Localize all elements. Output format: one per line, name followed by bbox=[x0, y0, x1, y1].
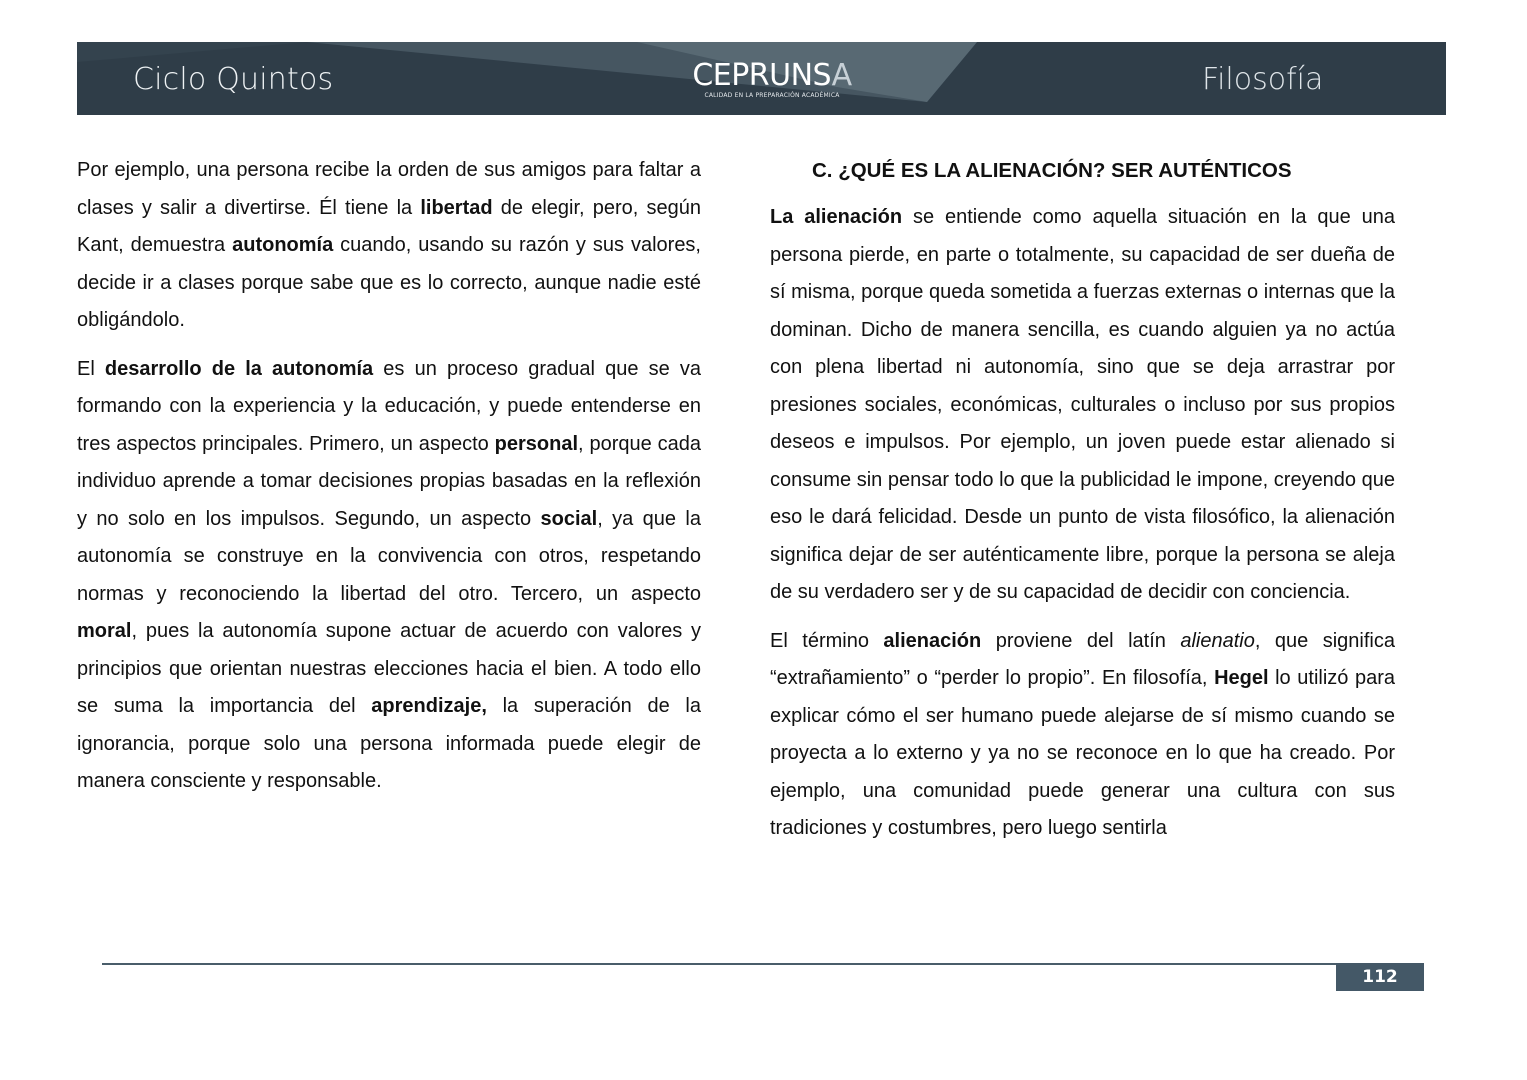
text-run: se entiende como aquella situación en la que una persona pierde, en parte o totalmente, su capacidad de ser dueña de sí misma, porque queda sometida a fuerzas externas o internas que la dominan. Dicho de manera sencilla, es cuando alguien ya no actúa con plena libertad ni autonomía, sino que se deja arrastrar por presiones sociales, económicas, culturales o incluso por sus propios deseos e impulsos. Por ejemplo, un joven puede estar alienado si consume sin pensar todo lo que la publicidad le impone, creyendo que eso le dará felicidad. Desde un punto de vista filosófico, la alienación significa dejar de ser auténticamente libre, porque la persona se aleja de su verdadero ser y de su capacidad de decidir con conciencia. bbox=[770, 206, 1395, 603]
bold-term: La alienación bbox=[770, 206, 903, 228]
text-run: El término bbox=[770, 629, 884, 652]
text-run: la superación de la ignorancia, porque solo una persona informada puede elegir de manera consciente y responsable. bbox=[77, 695, 701, 792]
paragraph bbox=[770, 199, 1395, 612]
text-run: de elegir, pero, según Kant, demuestra bbox=[77, 196, 702, 256]
page-number-badge: 112 bbox=[1336, 963, 1424, 991]
text-run: Por ejemplo, una persona recibe la orden de sus amigos para faltar a clases y salir a divertirse. Él tiene la bbox=[77, 159, 701, 219]
text-run: , ya que la autonomía se construye en la convivencia con otros, respetando normas y reconociendo la libertad del otro. Tercero, un aspecto bbox=[77, 507, 701, 605]
bold-term: desarrollo de la autonomía bbox=[104, 357, 374, 380]
logo-name: CEPRUNSA bbox=[692, 58, 852, 93]
text-run: cuando, usando su razón y sus valores, decide ir a clases porque sabe que es lo correcto, aunque nadie esté obligándolo. bbox=[77, 234, 701, 331]
subject-title: Filosofía bbox=[1202, 62, 1324, 97]
footer-divider bbox=[102, 963, 1336, 965]
bold-term: social bbox=[540, 507, 598, 530]
bold-term: aprendizaje, bbox=[371, 695, 487, 717]
italic-term: alienatio bbox=[1180, 629, 1255, 652]
right-column bbox=[770, 152, 1395, 859]
bold-term: personal bbox=[494, 432, 579, 455]
text-run: , porque cada individuo aprende a tomar decisiones propias basadas en la reflexión y no solo en los impulsos. Segundo, un aspecto bbox=[77, 432, 701, 530]
cycle-title: Ciclo Quintos bbox=[133, 62, 334, 97]
bold-term: moral bbox=[77, 620, 132, 642]
text-run: lo utilizó para explicar cómo el ser humano puede alejarse de sí mismo cuando se proyecta a lo externo y ya no se reconoce en lo que ha creado. Por ejemplo, una comunidad puede generar una cultura con sus tradiciones y costumbres, pero luego sentirla bbox=[770, 667, 1396, 839]
left-column bbox=[77, 152, 701, 812]
bold-term: libertad bbox=[420, 196, 493, 219]
text-run: es un proceso gradual que se va formando con la experiencia y la educación, y puede entenderse en tres aspectos principales. Primero, un aspecto bbox=[77, 357, 701, 455]
text-run: , pues la autonomía supone actuar de acuerdo con valores y principios que orientan nuestras elecciones hacia el bien. A todo ello se suma la importancia del bbox=[77, 620, 701, 717]
paragraph bbox=[77, 152, 701, 340]
bold-term: autonomía bbox=[232, 234, 334, 256]
bold-term: Hegel bbox=[1214, 667, 1269, 689]
section-heading: C. ¿QUÉ ES LA ALIENACIÓN? SER AUTÉNTICOS bbox=[812, 159, 1292, 182]
ceprunsa-logo bbox=[687, 60, 857, 99]
text-run: , que significa “extrañamiento” o “perder lo propio”. En filosofía, bbox=[770, 629, 1395, 689]
paragraph bbox=[77, 351, 701, 801]
bold-term: alienación bbox=[883, 629, 982, 652]
text-run: El bbox=[77, 357, 105, 380]
paragraph bbox=[770, 623, 1395, 848]
logo-tagline: CALIDAD EN LA PREPARACIÓN ACADÉMICA bbox=[704, 92, 840, 99]
page-header bbox=[77, 42, 1446, 115]
text-run: proviene del latín bbox=[981, 629, 1181, 652]
